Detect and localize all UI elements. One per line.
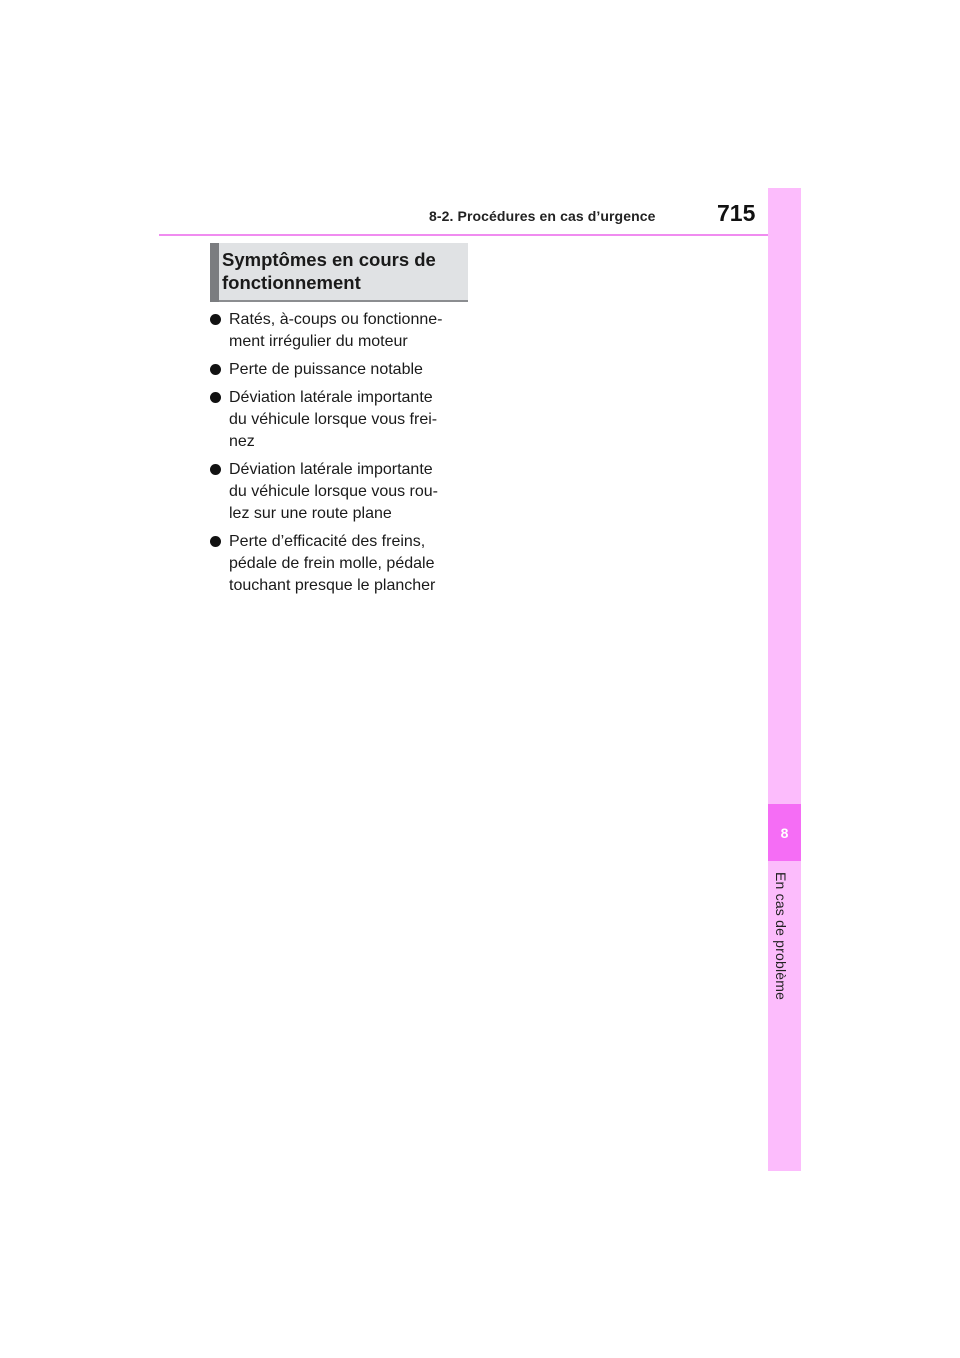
- symptom-text-line: lez sur une route plane: [229, 505, 392, 522]
- symptom-item: [210, 309, 472, 353]
- chapter-number-box: [768, 804, 801, 861]
- symptom-item: [210, 531, 472, 597]
- symptom-text-line: touchant presque le plancher: [229, 577, 436, 594]
- header-divider: [159, 234, 768, 236]
- bullet-icon: [210, 314, 221, 325]
- symptom-item: [210, 387, 472, 453]
- bullet-icon: [210, 364, 221, 375]
- symptom-text-line: pédale de frein molle, pédale: [229, 555, 435, 572]
- chapter-number: 8: [780, 824, 789, 841]
- symptom-text-line: Perte d’efficacité des freins,: [229, 533, 426, 550]
- symptom-text-line: du véhicule lorsque vous rou-: [229, 483, 439, 500]
- symptom-item: [210, 359, 472, 381]
- symptom-text-line: ment irrégulier du moteur: [229, 333, 408, 350]
- section-header: 8-2. Procédures en cas d’urgence: [429, 208, 656, 224]
- symptom-text-line: Perte de puissance notable: [229, 361, 423, 378]
- heading-accent-bar: [210, 243, 219, 302]
- symptom-text-line: nez: [229, 433, 255, 450]
- section-heading-title: [222, 248, 458, 294]
- chapter-title: En cas de problème: [773, 872, 789, 1001]
- chapter-side-tab: [768, 188, 801, 1171]
- heading-line-2: fonctionnement: [222, 272, 361, 293]
- page-number: 715: [717, 200, 756, 226]
- section-heading: [210, 243, 468, 302]
- symptom-text-line: du véhicule lorsque vous frei-: [229, 411, 438, 428]
- bullet-icon: [210, 392, 221, 403]
- symptom-item: [210, 459, 472, 525]
- symptom-list: [210, 309, 472, 603]
- heading-line-1: Symptômes en cours de: [222, 249, 436, 270]
- symptom-text-line: Ratés, à-coups ou fonctionne-: [229, 311, 443, 328]
- symptom-text-line: Déviation latérale importante: [229, 389, 433, 406]
- bullet-icon: [210, 536, 221, 547]
- bullet-icon: [210, 464, 221, 475]
- symptom-text-line: Déviation latérale importante: [229, 461, 433, 478]
